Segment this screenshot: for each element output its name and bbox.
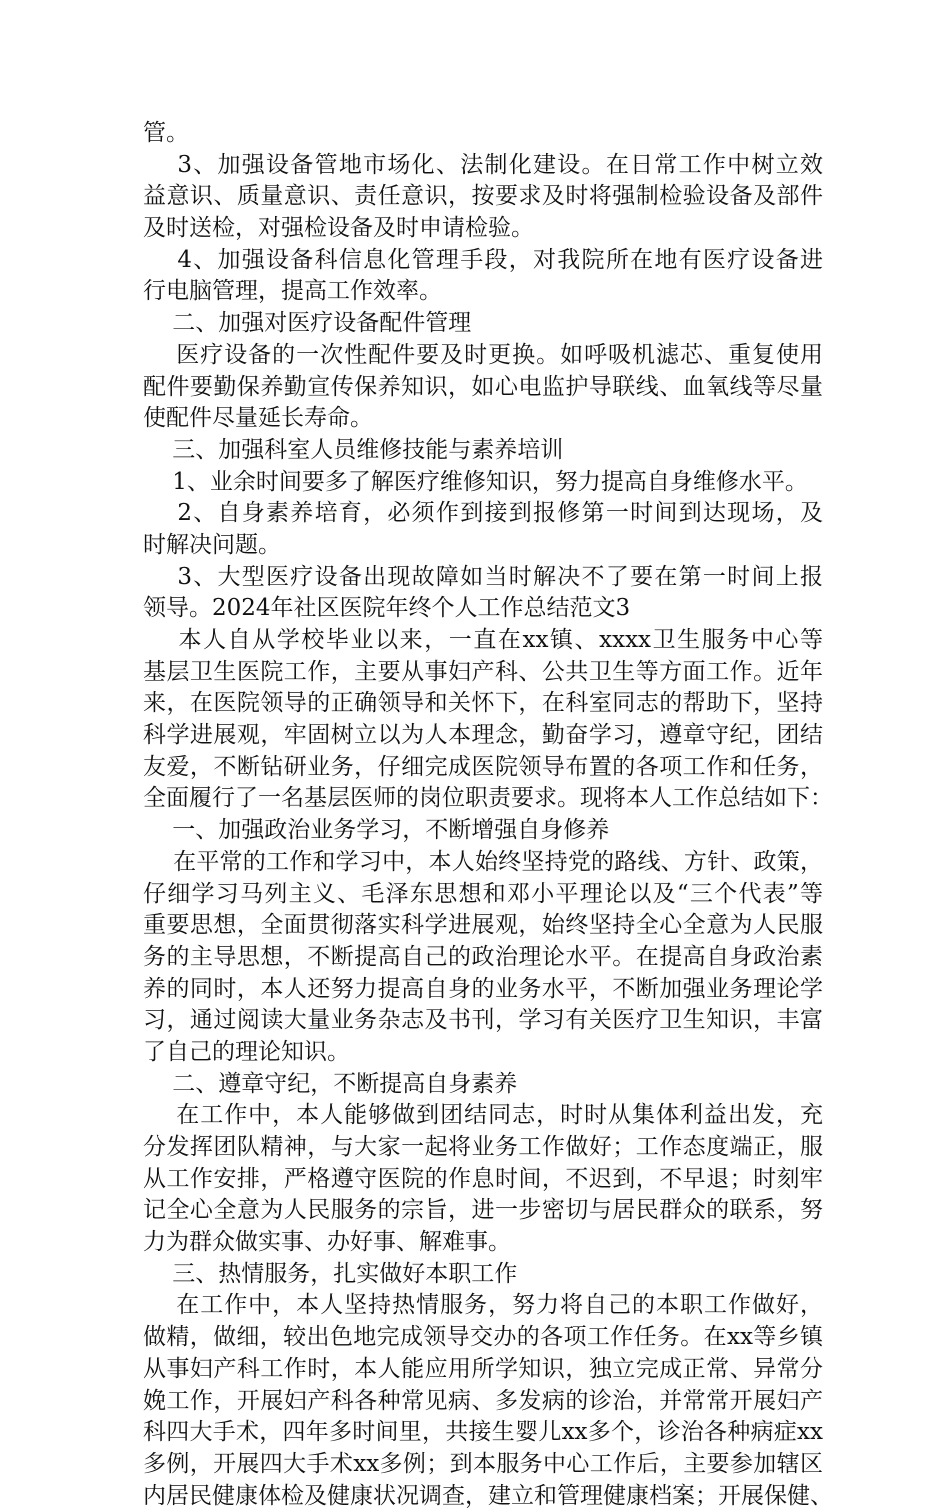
text-line: 养的同时，本人还努力提高自身的业务水平，不断加强业务理论学 (143, 975, 823, 1002)
text-line: 来，在医院领导的正确领导和关怀下，在科室同志的帮助下，坚持 (143, 690, 823, 717)
text-line: 益意识、质量意识、责任意识，按要求及时将强制检验设备及部件 (143, 183, 823, 210)
text-line: 全面履行了一名基层医师的岗位职责要求。现将本人工作总结如下： (143, 785, 833, 812)
text-line: 从工作安排，严格遵守医院的作息时间，不迟到，不早退；时刻牢 (143, 1165, 823, 1192)
text-line: 医疗设备的一次性配件要及时更换。如呼吸机滤芯、重复使用 (143, 341, 823, 368)
text-line: 领导。2024年社区医院年终个人工作总结范文3 (143, 595, 631, 622)
text-line: 科四大手术，四年多时间里，共接生婴儿xx多个，诊治各种病症xx (143, 1419, 823, 1446)
text-line: 务的主导思想，不断提高自己的政治理论水平。在提高自身政治素 (143, 943, 823, 970)
text-line: 娩工作，开展妇产科各种常见病、多发病的诊治，并常常开展妇产 (143, 1387, 823, 1414)
text-line: 内居民健康体检及健康状况调查，建立和管理健康档案；开展保健、 (143, 1482, 833, 1509)
text-line: 多例，开展四大手术xx多例；到本服务中心工作后，主要参加辖区 (143, 1450, 823, 1477)
text-line: 记全心全意为人民服务的宗旨，进一步密切与居民群众的联系，努 (143, 1197, 823, 1224)
text-line: 在平常的工作和学习中，本人始终坚持党的路线、方针、政策， (143, 848, 823, 875)
text-line: 科学进展观，牢固树立以为人本理念，勤奋学习，遵章守纪，团结 (143, 722, 823, 749)
text-line: 一、加强政治业务学习，不断增强自身修养 (143, 817, 610, 844)
document-body (143, 118, 833, 1512)
text-line: 分发挥团队精神，与大家一起将业务工作做好；工作态度端正，服 (143, 1134, 823, 1160)
text-line: 行电脑管理，提高工作效率。 (143, 278, 442, 305)
text-line: 3、大型医疗设备出现故障如当时解决不了要在第一时间上报 (143, 563, 823, 590)
text-line: 仔细学习马列主义、毛泽东思想和邓小平理论以及“三个代表”等 (143, 880, 823, 907)
text-line: 时解决问题。 (143, 531, 281, 558)
text-line: 1、业余时间要多了解医疗维修知识，努力提高自身维修水平。 (143, 468, 808, 495)
text-line: 习，通过阅读大量业务杂志及书刊，学习有关医疗卫生知识，丰富 (143, 1007, 823, 1034)
text-line: 力为群众做实事、办好事、解难事。 (143, 1229, 511, 1256)
text-line: 及时送检，对强检设备及时申请检验。 (143, 215, 534, 242)
text-line: 基层卫生医院工作，主要从事妇产科、公共卫生等方面工作。近年 (143, 658, 823, 685)
text-line: 二、遵章守纪，不断提高自身素养 (143, 1070, 518, 1097)
text-line: 友爱，不断钻研业务，仔细完成医院领导布置的各项工作和任务， (143, 753, 823, 780)
text-line: 从事妇产科工作时，本人能应用所学知识，独立完成正常、异常分 (143, 1355, 823, 1382)
text-line: 使配件尽量延长寿命。 (143, 405, 373, 432)
text-line: 4、加强设备科信息化管理手段，对我院所在地有医疗设备进 (143, 246, 823, 273)
text-line: 了自己的理论知识。 (143, 1038, 350, 1065)
text-line: 3、加强设备管地市场化、法制化建设。在日常工作中树立效 (143, 151, 823, 178)
text-line: 本人自从学校毕业以来，一直在xx镇、xxxx卫生服务中心等 (143, 627, 823, 653)
text-line: 三、加强科室人员维修技能与素养培训 (143, 436, 564, 463)
text-line: 2、自身素养培育，必须作到接到报修第一时间到达现场，及 (143, 500, 823, 527)
text-line: 管。 (143, 120, 189, 146)
text-line: 配件要勤保养勤宣传保养知识，如心电监护导联线、血氧线等尽量 (143, 373, 823, 400)
text-line: 重要思想，全面贯彻落实科学进展观，始终坚持全心全意为人民服 (143, 912, 823, 939)
text-line: 二、加强对医疗设备配件管理 (143, 310, 472, 337)
text-line: 在工作中，本人能够做到团结同志，时时从集体利益出发，充 (143, 1102, 823, 1129)
text-line: 做精，做细，较出色地完成领导交办的各项工作任务。在xx等乡镇 (143, 1324, 823, 1351)
text-line: 三、热情服务，扎实做好本职工作 (143, 1260, 518, 1287)
text-line: 在工作中，本人坚持热情服务，努力将自己的本职工作做好， (143, 1292, 823, 1319)
